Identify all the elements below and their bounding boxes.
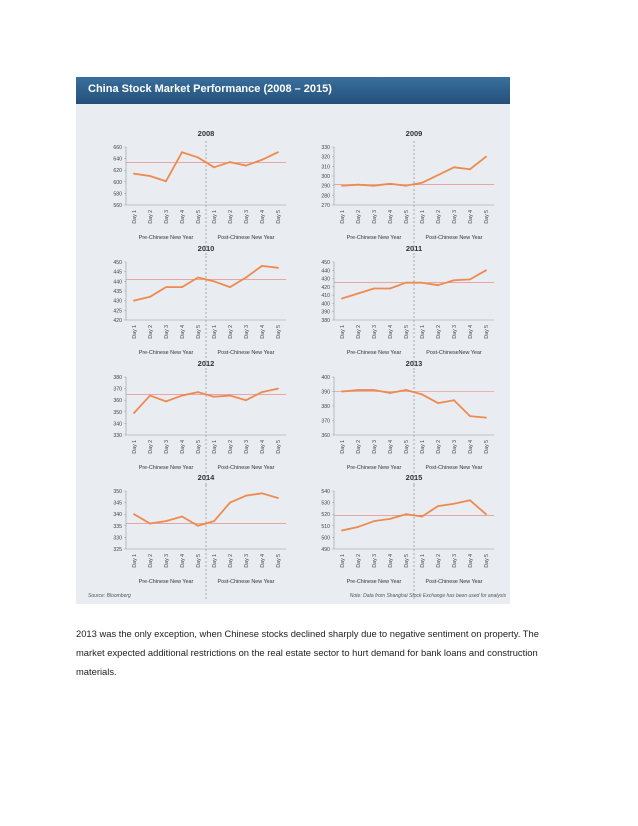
data-point <box>261 159 263 161</box>
panel-title: 2015 <box>405 473 423 482</box>
y-tick-label: 330 <box>321 145 330 151</box>
x-tick-label: Day 1 <box>132 325 138 339</box>
x-tick-label: Day 5 <box>404 210 410 224</box>
data-point <box>245 165 247 167</box>
x-tick-label: Day 3 <box>452 554 458 568</box>
panel-title: 2011 <box>405 244 423 253</box>
x-tick-label: Day 2 <box>228 210 234 224</box>
chart-figure <box>76 77 510 604</box>
y-tick-label: 600 <box>113 179 122 186</box>
data-point <box>357 389 359 391</box>
y-tick-label: 450 <box>113 260 122 266</box>
data-point <box>149 395 151 397</box>
x-tick-label: Day 2 <box>148 554 154 568</box>
y-tick-label: 360 <box>321 433 330 439</box>
data-point <box>453 399 455 401</box>
data-point <box>469 168 471 170</box>
x-tick-label: Day 2 <box>436 210 442 224</box>
x-tick-label: Day 4 <box>388 554 394 568</box>
x-tick-label: Day 5 <box>276 440 282 454</box>
x-tick-label: Day 2 <box>148 325 154 339</box>
panel-title: 2010 <box>197 244 215 253</box>
y-tick-label: 640 <box>113 156 122 163</box>
x-tick-label: Day 2 <box>436 325 442 339</box>
x-tick-label: Day 3 <box>452 440 458 454</box>
x-tick-label: Day 3 <box>164 210 170 224</box>
x-tick-label: Day 4 <box>468 210 474 224</box>
data-point <box>133 300 135 302</box>
data-point <box>197 277 199 279</box>
y-tick-label: 560 <box>113 203 122 209</box>
data-point <box>421 282 423 284</box>
y-tick-label: 380 <box>321 404 330 410</box>
data-point <box>165 400 167 402</box>
y-tick-label: 360 <box>113 398 122 405</box>
x-tick-label: Day 5 <box>276 325 282 339</box>
data-point <box>485 417 487 419</box>
data-note: Note: Data from Shanghai Stock Exchange has been used for analysis <box>349 593 506 599</box>
data-point <box>373 288 375 290</box>
y-tick-label: 490 <box>321 547 330 553</box>
x-tick-label: Day 5 <box>196 440 202 454</box>
data-point <box>373 520 375 522</box>
y-tick-label: 450 <box>321 260 330 266</box>
data-point <box>469 415 471 417</box>
data-point <box>245 399 247 401</box>
group-label: Pre-Chinese New Year <box>138 579 194 585</box>
x-tick-label: Day 2 <box>356 554 362 568</box>
data-point <box>277 151 279 153</box>
x-tick-label: Day 1 <box>212 440 218 454</box>
x-tick-label: Day 5 <box>484 210 490 224</box>
group-label: Pre-Chinese New Year <box>138 465 194 471</box>
y-tick-label: 500 <box>321 535 330 542</box>
data-point <box>389 183 391 185</box>
panel-title: 2008 <box>197 129 215 138</box>
data-point <box>181 151 183 153</box>
y-tick-label: 370 <box>113 386 122 393</box>
banner-title: China Stock Market Performance (2008 – 2015) <box>88 83 332 95</box>
y-tick-label: 660 <box>113 145 122 151</box>
y-tick-label: 420 <box>113 318 122 324</box>
data-point <box>149 175 151 177</box>
x-tick-label: Day 4 <box>260 325 266 339</box>
y-tick-label: 430 <box>113 298 122 305</box>
y-tick-label: 330 <box>113 433 122 439</box>
x-tick-label: Day 3 <box>164 554 170 568</box>
group-label: Post-Chinese New Year <box>217 579 275 585</box>
data-point <box>437 284 439 286</box>
data-point <box>405 282 407 284</box>
y-tick-label: 510 <box>321 523 330 530</box>
x-tick-label: Day 2 <box>356 325 362 339</box>
x-tick-label: Day 1 <box>340 554 346 568</box>
x-tick-label: Day 2 <box>356 210 362 224</box>
y-tick-label: 350 <box>113 489 122 495</box>
group-label: Pre-Chinese New Year <box>346 235 402 241</box>
x-tick-label: Day 3 <box>164 325 170 339</box>
data-point <box>133 513 135 515</box>
x-tick-label: Day 4 <box>180 210 186 224</box>
data-point <box>357 184 359 186</box>
chart-panel-2009 <box>321 129 494 255</box>
x-tick-label: Day 1 <box>340 325 346 339</box>
x-tick-label: Day 4 <box>468 554 474 568</box>
data-point <box>181 516 183 518</box>
data-point <box>341 391 343 393</box>
data-point <box>261 265 263 267</box>
y-tick-label: 380 <box>321 318 330 324</box>
data-point <box>229 286 231 288</box>
x-tick-label: Day 5 <box>196 210 202 224</box>
x-tick-label: Day 4 <box>260 554 266 568</box>
y-tick-label: 300 <box>321 174 330 180</box>
y-tick-label: 380 <box>113 375 122 381</box>
data-point <box>245 495 247 497</box>
x-tick-label: Day 2 <box>228 325 234 339</box>
x-tick-label: Day 1 <box>212 210 218 224</box>
x-tick-label: Day 2 <box>228 554 234 568</box>
group-label: Pre-Chinese New Year <box>346 579 402 585</box>
chart-panel-2012 <box>113 359 286 485</box>
x-tick-label: Day 4 <box>180 440 186 454</box>
y-tick-label: 290 <box>321 183 330 190</box>
panel-title: 2012 <box>197 359 215 368</box>
data-point <box>277 388 279 390</box>
y-tick-label: 335 <box>113 523 122 530</box>
data-point <box>229 502 231 504</box>
y-tick-label: 325 <box>113 547 122 553</box>
group-label: Post-Chinese New Year <box>217 235 275 241</box>
y-tick-label: 530 <box>321 500 330 507</box>
data-point <box>389 288 391 290</box>
data-point <box>405 389 407 391</box>
chart-panel-2008 <box>113 129 286 255</box>
x-tick-label: Day 2 <box>148 440 154 454</box>
data-point <box>485 156 487 158</box>
y-tick-label: 270 <box>321 203 330 209</box>
data-point <box>421 516 423 518</box>
y-tick-label: 520 <box>321 512 330 519</box>
data-point <box>357 526 359 528</box>
group-label: Pre-Chinese New Year <box>138 350 194 356</box>
x-tick-label: Day 4 <box>388 210 394 224</box>
x-tick-label: Day 1 <box>132 440 138 454</box>
data-point <box>261 391 263 393</box>
data-point <box>389 518 391 520</box>
x-tick-label: Day 3 <box>244 554 250 568</box>
group-label: Post-Chinese New Year <box>425 579 483 585</box>
data-point <box>213 166 215 168</box>
y-tick-label: 440 <box>113 279 122 286</box>
y-tick-label: 540 <box>321 489 330 495</box>
data-point <box>165 520 167 522</box>
data-point <box>181 395 183 397</box>
y-tick-label: 330 <box>113 535 122 542</box>
data-point <box>341 185 343 187</box>
data-point <box>133 173 135 175</box>
x-tick-label: Day 5 <box>196 554 202 568</box>
x-tick-label: Day 3 <box>372 325 378 339</box>
y-tick-label: 410 <box>321 293 330 300</box>
data-point <box>277 267 279 269</box>
x-tick-label: Day 1 <box>132 210 138 224</box>
x-tick-label: Day 3 <box>244 210 250 224</box>
x-tick-label: Day 5 <box>404 554 410 568</box>
group-label: Pre-Chinese New Year <box>138 235 194 241</box>
series-line <box>134 266 278 301</box>
group-label: Post-Chinese New Year <box>425 235 483 241</box>
x-tick-label: Day 4 <box>260 210 266 224</box>
data-point <box>437 402 439 404</box>
y-tick-label: 420 <box>321 284 330 291</box>
panel-title: 2014 <box>197 473 215 482</box>
data-point <box>437 505 439 507</box>
panel-title: 2009 <box>405 129 423 138</box>
y-tick-label: 370 <box>321 418 330 425</box>
chart-panel-2014 <box>113 473 286 599</box>
y-tick-label: 580 <box>113 191 122 198</box>
data-point <box>421 394 423 396</box>
x-tick-label: Day 3 <box>372 210 378 224</box>
data-point <box>133 412 135 414</box>
x-tick-label: Day 3 <box>452 325 458 339</box>
data-point <box>485 269 487 271</box>
x-tick-label: Day 3 <box>372 440 378 454</box>
x-tick-label: Day 4 <box>388 440 394 454</box>
x-tick-label: Day 1 <box>420 210 426 224</box>
y-tick-label: 430 <box>321 276 330 283</box>
x-tick-label: Day 1 <box>340 210 346 224</box>
x-tick-label: Day 1 <box>212 325 218 339</box>
x-tick-label: Day 3 <box>244 325 250 339</box>
x-tick-label: Day 1 <box>212 554 218 568</box>
x-tick-label: Day 4 <box>260 440 266 454</box>
x-tick-label: Day 2 <box>148 210 154 224</box>
x-tick-label: Day 3 <box>164 440 170 454</box>
chart-panel-2011 <box>321 244 494 370</box>
chart-panels <box>76 77 510 604</box>
data-point <box>197 525 199 527</box>
group-label: Post-Chinese New Year <box>217 465 275 471</box>
data-point <box>405 185 407 187</box>
data-point <box>197 157 199 159</box>
x-tick-label: Day 3 <box>452 210 458 224</box>
data-point <box>389 392 391 394</box>
x-tick-label: Day 5 <box>276 210 282 224</box>
data-point <box>261 492 263 494</box>
data-point <box>229 395 231 397</box>
y-tick-label: 620 <box>113 168 122 175</box>
chart-panel-2013 <box>321 359 494 485</box>
data-point <box>213 396 215 398</box>
data-point <box>405 513 407 515</box>
data-point <box>469 499 471 501</box>
y-tick-label: 280 <box>321 193 330 200</box>
y-tick-label: 340 <box>113 421 122 428</box>
y-tick-label: 390 <box>321 309 330 316</box>
group-label: Post-Chinese New Year <box>425 465 483 471</box>
data-point <box>373 185 375 187</box>
data-point <box>149 523 151 525</box>
chart-panel-2015 <box>321 473 494 599</box>
x-tick-label: Day 5 <box>484 440 490 454</box>
x-tick-label: Day 5 <box>196 325 202 339</box>
panel-title: 2013 <box>405 359 423 368</box>
x-tick-label: Day 4 <box>388 325 394 339</box>
y-tick-label: 425 <box>113 308 122 315</box>
data-point <box>165 180 167 182</box>
y-tick-label: 400 <box>321 301 330 308</box>
x-tick-label: Day 5 <box>484 554 490 568</box>
chart-panel-2010 <box>113 244 286 370</box>
y-tick-label: 345 <box>113 500 122 507</box>
x-tick-label: Day 4 <box>180 325 186 339</box>
x-tick-label: Day 1 <box>420 440 426 454</box>
data-point <box>469 279 471 281</box>
data-point <box>197 391 199 393</box>
source-note: Source: Bloomberg <box>88 593 131 599</box>
x-tick-label: Day 2 <box>436 554 442 568</box>
y-tick-label: 400 <box>321 375 330 381</box>
group-label: Post-Chinese New Year <box>217 350 275 356</box>
y-tick-label: 435 <box>113 289 122 295</box>
data-point <box>373 389 375 391</box>
x-tick-label: Day 1 <box>340 440 346 454</box>
data-point <box>213 280 215 282</box>
data-point <box>453 279 455 281</box>
y-tick-label: 350 <box>113 409 122 416</box>
data-point <box>277 497 279 499</box>
y-tick-label: 310 <box>321 164 330 171</box>
group-label: Pre-Chinese New Year <box>346 465 402 471</box>
y-tick-label: 445 <box>113 269 122 276</box>
x-tick-label: Day 4 <box>468 440 474 454</box>
data-point <box>485 513 487 515</box>
data-point <box>357 293 359 295</box>
data-point <box>437 174 439 176</box>
x-tick-label: Day 3 <box>372 554 378 568</box>
y-tick-label: 390 <box>321 389 330 396</box>
x-tick-label: Day 2 <box>436 440 442 454</box>
x-tick-label: Day 4 <box>180 554 186 568</box>
x-tick-label: Day 5 <box>404 325 410 339</box>
data-point <box>181 286 183 288</box>
x-tick-label: Day 1 <box>420 554 426 568</box>
data-point <box>453 503 455 505</box>
x-tick-label: Day 1 <box>132 554 138 568</box>
x-tick-label: Day 3 <box>244 440 250 454</box>
data-point <box>453 166 455 168</box>
x-tick-label: Day 5 <box>404 440 410 454</box>
data-point <box>341 298 343 300</box>
y-tick-label: 320 <box>321 154 330 161</box>
y-tick-label: 340 <box>113 512 122 519</box>
data-point <box>229 161 231 163</box>
caption-text: 2013 was the only exception, when Chinese stocks declined sharply due to negative sentiment on property. The market expected additional restrictions on the real estate sector to hurt demand for bank loans and construction materials. <box>76 628 539 677</box>
data-point <box>165 286 167 288</box>
y-tick-label: 440 <box>321 268 330 275</box>
group-label: Post-ChineseNew Year <box>426 350 482 356</box>
x-tick-label: Day 2 <box>228 440 234 454</box>
x-tick-label: Day 4 <box>468 325 474 339</box>
x-tick-label: Day 5 <box>484 325 490 339</box>
x-tick-label: Day 2 <box>356 440 362 454</box>
data-point <box>341 530 343 532</box>
group-label: Pre-Chinese New Year <box>346 350 402 356</box>
data-point <box>245 277 247 279</box>
data-point <box>421 182 423 184</box>
data-point <box>213 520 215 522</box>
data-point <box>149 296 151 298</box>
x-tick-label: Day 1 <box>420 325 426 339</box>
x-tick-label: Day 5 <box>276 554 282 568</box>
